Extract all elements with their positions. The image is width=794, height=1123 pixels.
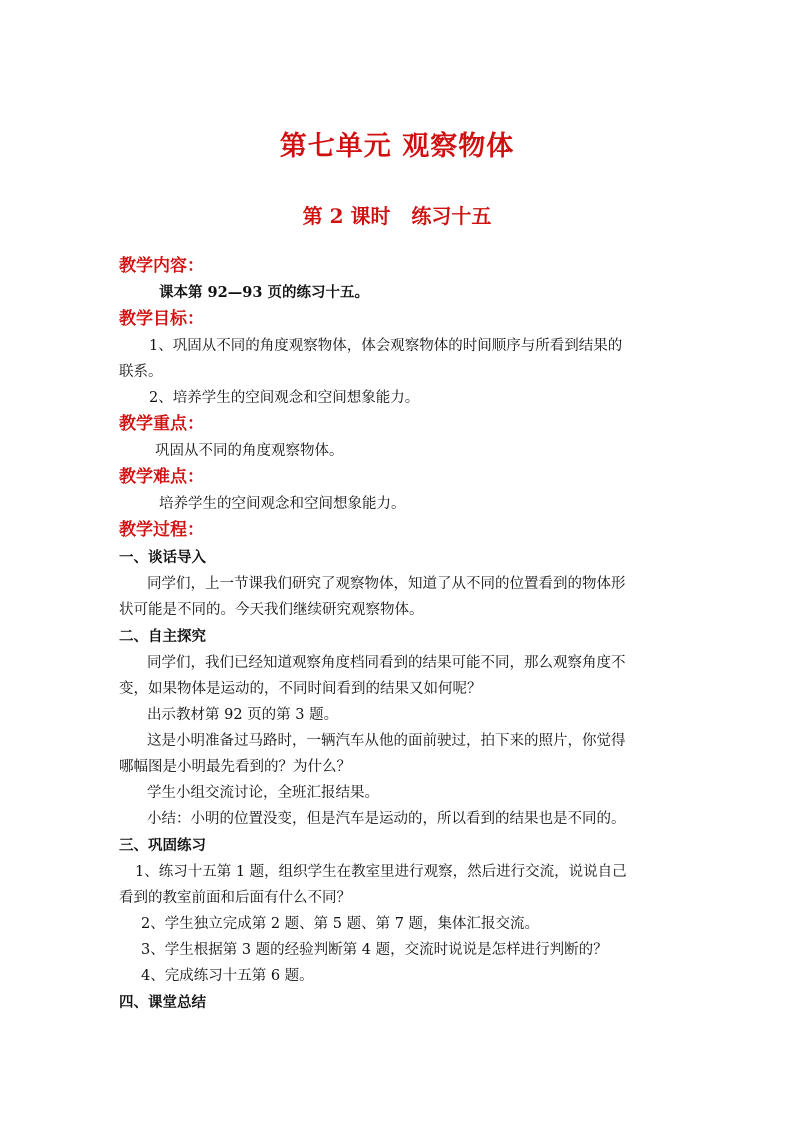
lesson-content	[119, 253, 679, 1016]
goal-item-1-line-1: 1、巩固从不同的角度观察物体，体会观察物体的时间顺序与所看到结果的	[149, 338, 623, 354]
lesson-subtitle: 第 2 课时 练习十五	[302, 204, 492, 228]
step-3-item-2: 2、学生独立完成第 2 题、第 5 题、第 7 题，集体汇报交流。	[141, 916, 540, 932]
step-heading-3: 三、巩固练习	[119, 837, 206, 854]
step-heading-2: 二、自主探究	[119, 628, 206, 645]
step-2-paragraph-2: 出示教材第 92 页的第 3 题。	[147, 707, 339, 723]
section-heading-process: 教学过程：	[119, 520, 204, 540]
step-3-item-4: 4、完成练习十五第 6 题。	[141, 968, 314, 984]
step-heading-4: 四、课堂总结	[119, 994, 206, 1011]
goal-item-2: 2、培养学生的空间观念和空间想象能力。	[149, 390, 420, 406]
section-heading-goals: 教学目标：	[119, 309, 204, 329]
goal-item-1-line-2: 联系。	[119, 364, 163, 380]
content-text: 课本第 92—93 页的练习十五。	[159, 284, 369, 301]
step-heading-1: 一、谈话导入	[119, 549, 206, 566]
step-2-paragraph-3-line-2: 哪幅图是小明最先看到的？为什么？	[119, 759, 351, 775]
unit-title: 第七单元 观察物体	[279, 131, 515, 162]
section-heading-content: 教学内容：	[119, 256, 204, 276]
section-heading-key: 教学重点：	[119, 414, 204, 434]
step-3-item-1-line-2: 看到的教室前面和后面有什么不同？	[119, 890, 351, 906]
step-2-paragraph-3-line-1: 这是小明准备过马路时，一辆汽车从他的面前驶过，拍下来的照片，你觉得	[147, 733, 626, 749]
section-heading-difficulty: 教学难点：	[119, 467, 204, 487]
key-text: 巩固从不同的角度观察物体。	[155, 443, 344, 459]
difficulty-text: 培养学生的空间观念和空间想象能力。	[159, 496, 406, 512]
step-1-paragraph-line-1: 同学们，上一节课我们研究了观察物体，知道了从不同的位置看到的物体形	[147, 576, 626, 592]
step-2-paragraph-1-line-1: 同学们，我们已经知道观察角度档同看到的结果可能不同，那么观察角度不	[147, 655, 626, 671]
step-2-summary: 小结：小明的位置没变，但是汽车是运动的，所以看到的结果也是不同的。	[147, 811, 626, 827]
step-3-item-1-line-1: 1、练习十五第 1 题，组织学生在教室里进行观察，然后进行交流，说说自己	[135, 864, 627, 880]
step-3-item-3: 3、学生根据第 3 题的经验判断第 4 题，交流时说说是怎样进行判断的？	[141, 942, 608, 958]
step-2-paragraph-1-line-2: 变，如果物体是运动的，不同时间看到的结果又如何呢？	[119, 681, 482, 697]
step-2-paragraph-4: 学生小组交流讨论，全班汇报结果。	[147, 785, 379, 801]
step-1-paragraph-line-2: 状可能是不同的。今天我们继续研究观察物体。	[119, 602, 424, 618]
